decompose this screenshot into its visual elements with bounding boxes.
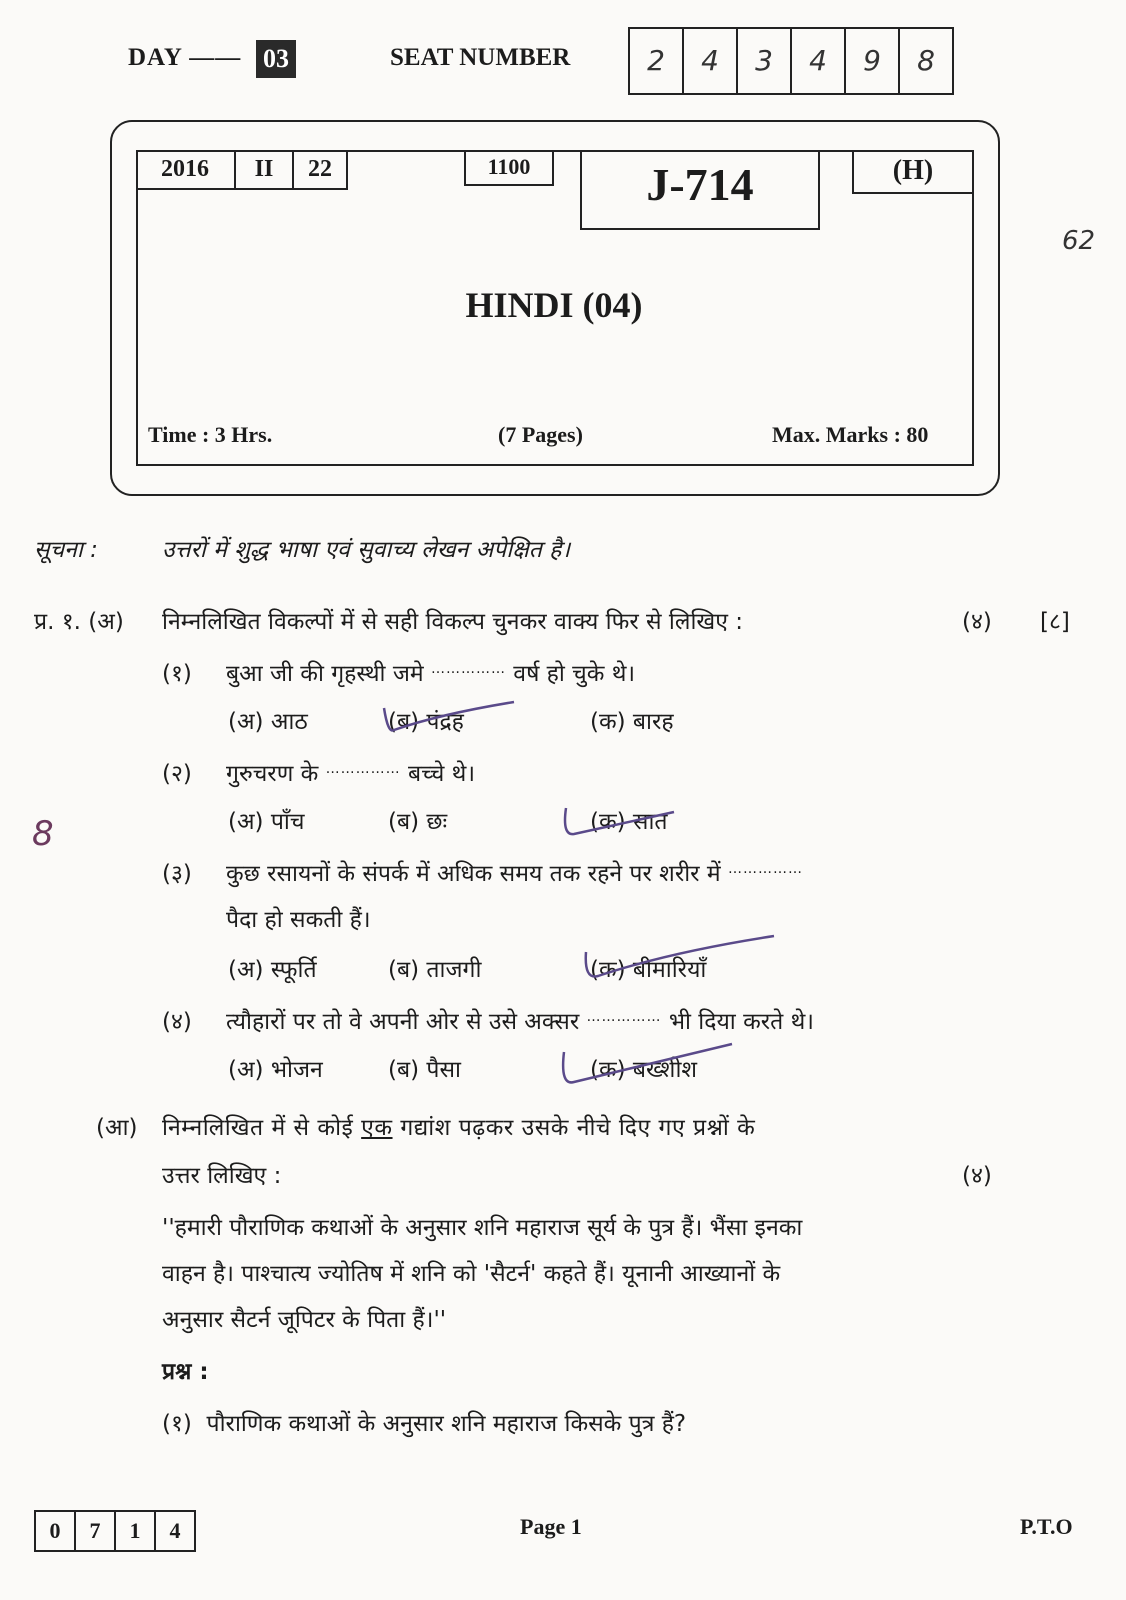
day-label: DAY —— (128, 44, 242, 71)
q1-item-sentence (226, 856, 803, 888)
sentence-after: बच्चे थे। (407, 761, 476, 787)
check-mark-icon (560, 796, 680, 846)
option: (ब) छः (388, 809, 448, 835)
instruction-post: गद्यांश पढ़कर उसके नीचे दिए गए प्रश्नों के (400, 1115, 756, 1141)
q1-instruction: निम्नलिखित विकल्पों में से सही विकल्प चुनकर वाक्य फिर से लिखिए : (162, 609, 744, 635)
time-allowed: Time : 3 Hrs. (148, 422, 273, 447)
q1-item-sentence (226, 756, 475, 788)
q1b-instruction (162, 1110, 755, 1142)
q1-item-number: (१) (162, 661, 192, 687)
option: (ब) ताजगी (388, 957, 482, 983)
max-marks: Max. Marks : 80 (772, 422, 929, 447)
q1-item-sentence (226, 656, 635, 688)
q1-item-number: (२) (162, 761, 192, 787)
page-number: Page 1 (520, 1514, 582, 1539)
check-mark-icon (380, 694, 520, 744)
paper-code: J-714 (580, 150, 820, 230)
sentence-after: वर्ष हो चुके थे। (513, 661, 636, 687)
passage-line: ''हमारी पौराणिक कथाओं के अनुसार शनि महाराज सूर्य के पुत्र हैं। भैंसा इनका (162, 1215, 803, 1241)
q1-number: प्र. १. (अ) (34, 609, 124, 635)
seat-digit: 4 (684, 29, 738, 93)
exam-session: II (234, 150, 292, 188)
option: (अ) आठ (228, 709, 308, 735)
blank-dots: …………… (325, 761, 401, 777)
footer-code-digit: 1 (116, 1512, 156, 1550)
exam-year: 2016 (161, 156, 209, 182)
option: (ब) पंद्रह (388, 709, 464, 735)
footer-code-digit: 0 (36, 1512, 76, 1550)
option: (क) बख्शीश (590, 1057, 698, 1083)
q1-item-continuation: पैदा हो सकती हैं। (226, 907, 371, 933)
notice-label: सूचना : (34, 537, 98, 563)
q1-total-marks: [८] (1040, 609, 1070, 635)
instruction-emphasis: एक (361, 1115, 393, 1141)
seat-digit: 8 (917, 44, 935, 77)
seat-number-label: SEAT NUMBER (390, 44, 571, 71)
sentence-before: कुछ रसायनों के संपर्क में अधिक समय तक रहने पर शरीर में (226, 861, 721, 887)
question-label: प्रश्न : (162, 1359, 209, 1385)
question-item: (१) पौराणिक कथाओं के अनुसार शनि महाराज किसके पुत्र हैं? (162, 1411, 687, 1437)
footer-code-boxes (34, 1510, 196, 1552)
blank-dots: …………… (727, 861, 803, 877)
check-mark-icon (558, 1038, 738, 1094)
q1b-number: (आ) (96, 1115, 138, 1141)
seat-digit: 9 (846, 29, 900, 93)
seat-digit: 3 (738, 29, 792, 93)
q1b-marks: (४) (962, 1163, 992, 1189)
exam-code-row (136, 150, 348, 190)
option: (अ) स्फूर्ति (228, 957, 317, 983)
option: (ब) पैसा (388, 1057, 461, 1083)
margin-score: 62 (1062, 226, 1096, 256)
q1b-instruction-line2: उत्तर लिखिए : (162, 1163, 282, 1189)
check-mark-icon (580, 930, 780, 986)
page-count: (7 Pages) (498, 422, 583, 447)
q1-item-sentence (226, 1004, 814, 1036)
seat-number-boxes (628, 27, 954, 95)
option: (क) बीमारियाँ (590, 957, 707, 983)
day-value: 03 (256, 40, 296, 78)
q1-marks: (४) (962, 609, 992, 635)
blank-dots: …………… (586, 1009, 662, 1025)
exam-date: 22 (292, 150, 346, 188)
subject-title: HINDI (04) (465, 285, 643, 325)
seat-digit: 4 (792, 29, 846, 93)
margin-mark: 8 (32, 814, 54, 854)
sentence-before: बुआ जी की गृहस्थी जमे (226, 661, 424, 687)
option: (अ) पाँच (228, 809, 305, 835)
option: (क) बारह (590, 709, 674, 735)
q1-item-number: (३) (162, 861, 192, 887)
passage-line: वाहन है। पाश्चात्य ज्योतिष में शनि को 'सैटर्न' कहते हैं। यूनानी आख्यानों के (162, 1261, 781, 1287)
q1-item-number: (४) (162, 1009, 192, 1035)
sentence-before: त्यौहारों पर तो वे अपनी ओर से उसे अक्सर (226, 1009, 580, 1035)
instruction-pre: निम्नलिखित में से कोई (162, 1115, 354, 1141)
option: (अ) भोजन (228, 1057, 323, 1083)
seat-digit: 2 (630, 29, 684, 93)
footer-code-digit: 4 (169, 1518, 181, 1543)
passage-line: अनुसार सैटर्न जूपिटर के पिता हैं।'' (162, 1307, 447, 1333)
paper-count: 1100 (464, 150, 554, 186)
footer-code-digit: 7 (76, 1512, 116, 1550)
blank-dots: …………… (430, 661, 506, 677)
medium-code: (H) (852, 150, 972, 194)
sentence-before: गुरुचरण के (226, 761, 319, 787)
sentence-after: भी दिया करते थे। (668, 1009, 814, 1035)
please-turn-over: P.T.O (1020, 1514, 1073, 1539)
option: (क) सात (590, 809, 668, 835)
notice-text: उत्तरों में शुद्ध भाषा एवं सुवाच्य लेखन अपेक्षित है। (162, 537, 571, 563)
